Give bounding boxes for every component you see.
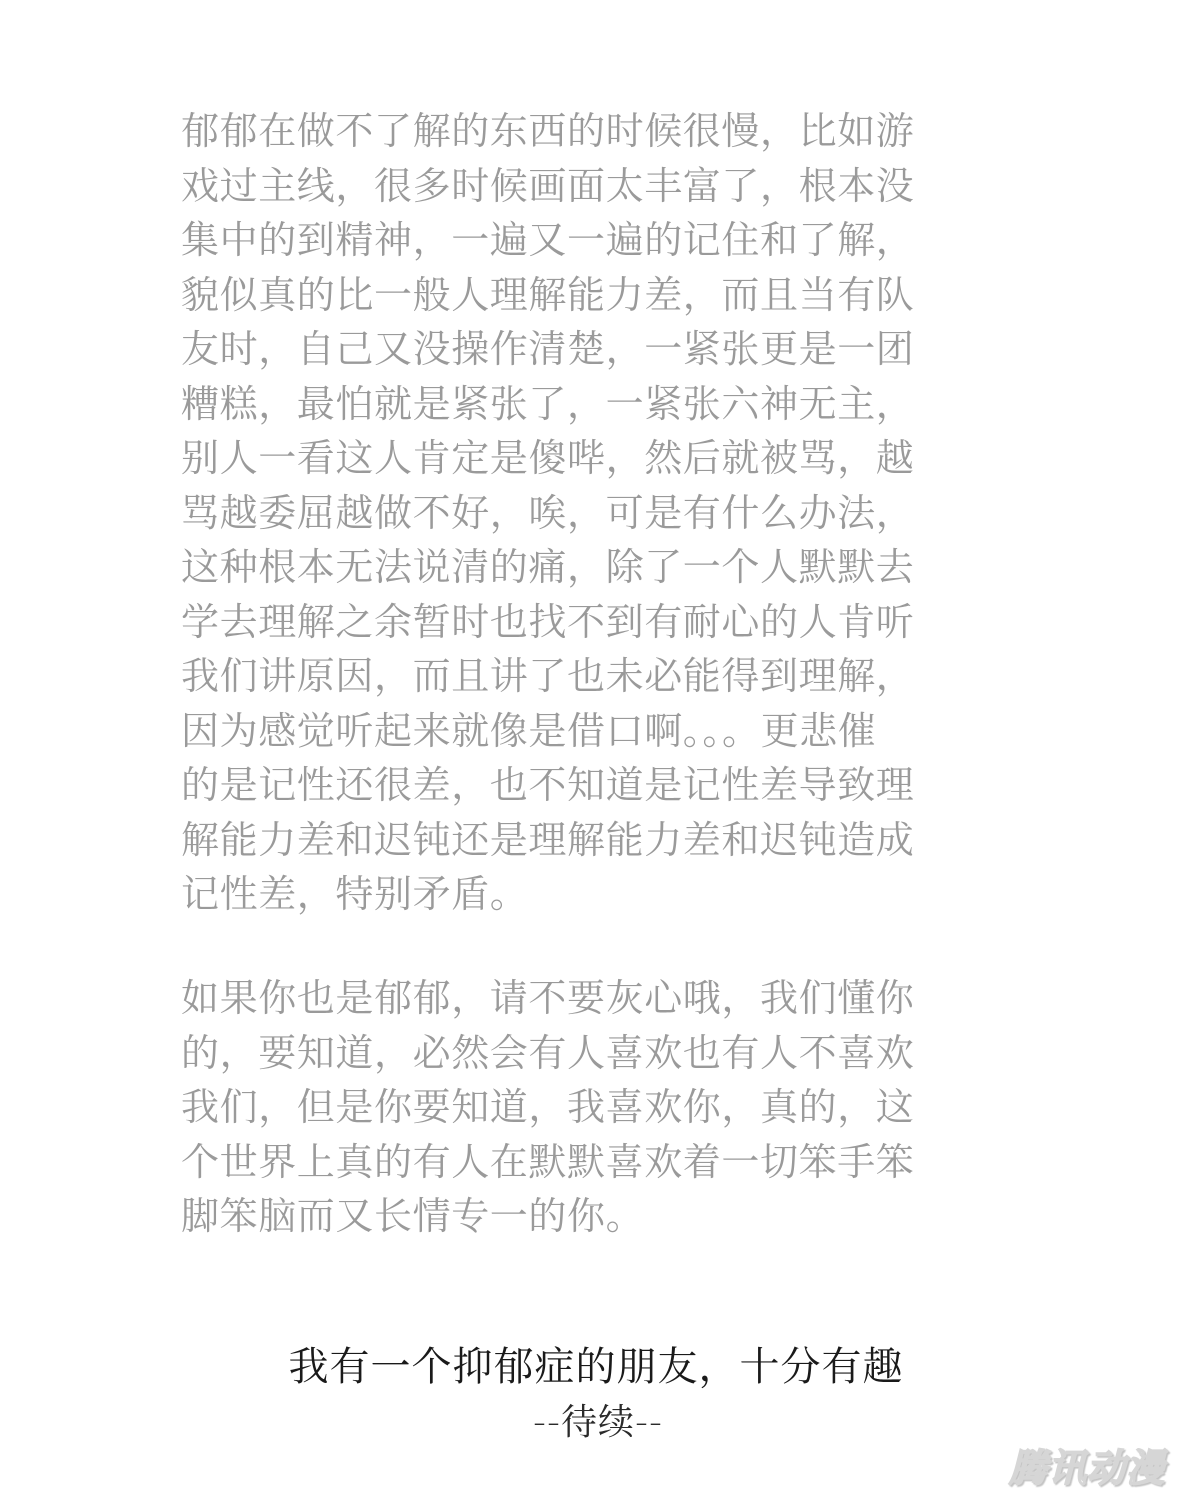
text-line: 解能力差和迟钝还是理解能力差和迟钝造成: [181, 817, 915, 862]
text-line: 貌似真的比一般人理解能力差，而且当有队: [181, 272, 915, 317]
text-line: 脚笨脑而又长情专一的你。: [181, 1194, 645, 1238]
text-line: 糟糕，最怕就是紧张了，一紧张六神无主，: [181, 381, 915, 426]
text-line: 的，要知道，必然会有人喜欢也有人不喜欢: [181, 1030, 915, 1075]
text-line: 郁郁在做不了解的东西的时候很慢，比如游: [181, 109, 915, 153]
comic-title: 我有一个抑郁症的朋友，十分有趣: [288, 1344, 904, 1390]
svg-text:腾讯动漫: 腾讯动漫: [1008, 1446, 1166, 1490]
text-line: 记性差，特别矛盾。: [181, 872, 529, 916]
tencent-comic-watermark: [994, 1440, 1180, 1494]
text-line: 友时，自己又没操作清楚，一紧张更是一团: [181, 327, 915, 371]
text-line: 我们讲原因，而且讲了也未必能得到理解，: [181, 654, 915, 698]
paragraph-1: [181, 104, 1026, 922]
text-line: 因为感觉听起来就像是借口啊。。。更悲催: [181, 708, 877, 753]
text-line: 骂越委屈越做不好，唉，可是有什么办法，: [181, 490, 915, 535]
text-line: 集中的到精神，一遍又一遍的记住和了解，: [181, 218, 915, 262]
text-line: 这种根本无法说清的痛，除了一个人默默去: [181, 545, 915, 589]
text-line: 别人一看这人肯定是傻哔，然后就被骂，越: [181, 436, 915, 480]
text-line: 戏过主线，很多时候画面太丰富了，根本没: [181, 163, 915, 208]
text-line: 个世界上真的有人在默默喜欢着一切笨手笨: [181, 1139, 915, 1184]
paragraph-2: [181, 971, 1026, 1244]
text-line: 我们，但是你要知道，我喜欢你，真的，这: [181, 1085, 915, 1129]
text-line: 学去理解之余暂时也找不到有耐心的人肯听: [181, 599, 915, 644]
tencent-comic-logo-icon: [994, 1440, 1180, 1494]
text-line: 如果你也是郁郁，请不要灰心哦，我们懂你: [181, 976, 915, 1020]
to-be-continued-label: --待续--: [533, 1402, 663, 1443]
text-line: 的是记性还很差，也不知道是记性差导致理: [181, 763, 915, 807]
